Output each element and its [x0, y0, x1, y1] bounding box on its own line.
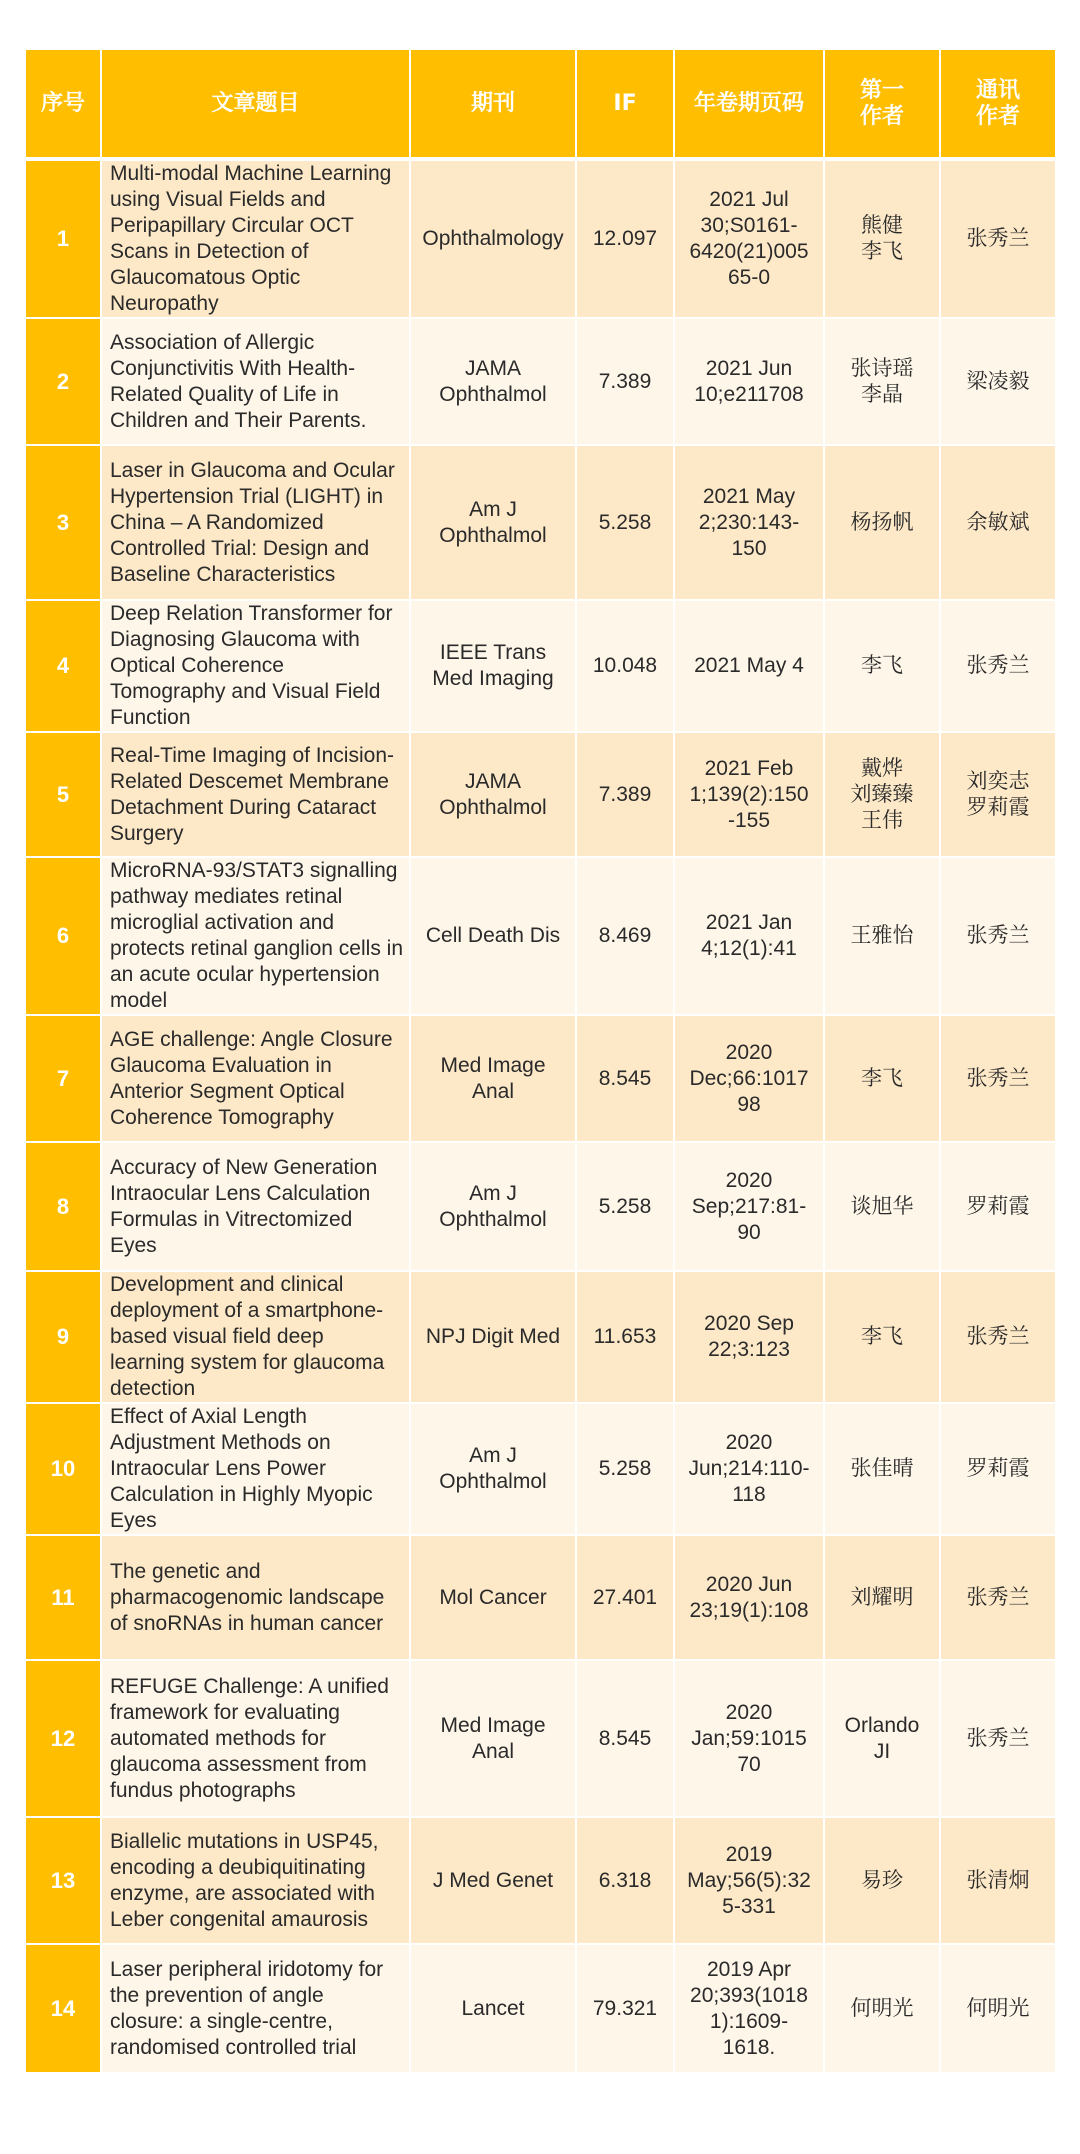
cell-if: 8.469: [577, 858, 675, 1016]
cell-citation: 2021 Jun 10;e211708: [675, 319, 825, 446]
cell-citation: 2021 May 2;230:143- 150: [675, 446, 825, 601]
header-if: IF: [577, 50, 675, 161]
header-corresponding-author: 通讯 作者: [941, 50, 1055, 161]
header-journal: 期刊: [411, 50, 577, 161]
cell-first-author: 张佳晴: [825, 1404, 941, 1536]
cell-title: Real-Time Imaging of Incision-Related Descemet Membrane Detachment During Cataract Surgery: [102, 733, 411, 858]
cell-citation: 2021 Jul 30;S0161- 6420(21)005 65-0: [675, 161, 825, 319]
cell-no: 3: [26, 446, 102, 601]
cell-first-author: 刘耀明: [825, 1536, 941, 1661]
cell-journal: Ophthalmology: [411, 161, 577, 319]
cell-if: 11.653: [577, 1272, 675, 1404]
cell-citation: 2020 Jun 23;19(1):108: [675, 1536, 825, 1661]
cell-corresponding-author: 张秀兰: [941, 1016, 1055, 1143]
cell-if: 8.545: [577, 1016, 675, 1143]
cell-corresponding-author: 何明光: [941, 1945, 1055, 2074]
cell-corresponding-author: 张清炯: [941, 1818, 1055, 1945]
cell-first-author: 张诗瑶 李晶: [825, 319, 941, 446]
table-row: [26, 1272, 1055, 1404]
cell-no: 6: [26, 858, 102, 1016]
cell-title: Multi-modal Machine Learning using Visual Fields and Peripapillary Circular OCT Scans in Detection of Glaucomatous Optic Neuropathy: [102, 161, 411, 319]
cell-journal: Am J Ophthalmol: [411, 1404, 577, 1536]
table-row: [26, 1818, 1055, 1945]
cell-citation: 2021 May 4: [675, 601, 825, 733]
cell-title: The genetic and pharmacogenomic landscape of snoRNAs in human cancer: [102, 1536, 411, 1661]
cell-no: 5: [26, 733, 102, 858]
cell-title: Laser in Glaucoma and Ocular Hypertension Trial (LIGHT) in China – A Randomized Controlled Trial: Design and Baseline Characteristics: [102, 446, 411, 601]
cell-corresponding-author: 张秀兰: [941, 161, 1055, 319]
table-row: [26, 1536, 1055, 1661]
cell-no: 13: [26, 1818, 102, 1945]
table-row: [26, 319, 1055, 446]
cell-title: Development and clinical deployment of a smartphone-based visual field deep learning system for glaucoma detection: [102, 1272, 411, 1404]
cell-title: REFUGE Challenge: A unified framework for evaluating automated methods for glaucoma assessment from fundus photographs: [102, 1661, 411, 1818]
header-citation: 年卷期页码: [675, 50, 825, 161]
cell-title: Accuracy of New Generation Intraocular Lens Calculation Formulas in Vitrectomized Eyes: [102, 1143, 411, 1272]
cell-first-author: 王雅怡: [825, 858, 941, 1016]
cell-if: 79.321: [577, 1945, 675, 2074]
cell-journal: Med Image Anal: [411, 1661, 577, 1818]
cell-if: 5.258: [577, 446, 675, 601]
cell-citation: 2019 Apr 20;393(1018 1):1609- 1618.: [675, 1945, 825, 2074]
cell-journal: Lancet: [411, 1945, 577, 2074]
table-header-row: [26, 50, 1055, 161]
publication-table: [26, 50, 1055, 2074]
cell-no: 10: [26, 1404, 102, 1536]
cell-corresponding-author: 罗莉霞: [941, 1143, 1055, 1272]
cell-corresponding-author: 刘奕志 罗莉霞: [941, 733, 1055, 858]
cell-if: 10.048: [577, 601, 675, 733]
publication-table-wrapper: [26, 50, 1055, 2074]
cell-journal: Am J Ophthalmol: [411, 446, 577, 601]
cell-corresponding-author: 张秀兰: [941, 1536, 1055, 1661]
cell-citation: 2020 Jan;59:1015 70: [675, 1661, 825, 1818]
cell-journal: Cell Death Dis: [411, 858, 577, 1016]
cell-title: Biallelic mutations in USP45, encoding a deubiquitinating enzyme, are associated with Leber congenital amaurosis: [102, 1818, 411, 1945]
cell-if: 6.318: [577, 1818, 675, 1945]
cell-citation: 2020 Jun;214:110- 118: [675, 1404, 825, 1536]
table-body: [26, 161, 1055, 2074]
table-row: [26, 446, 1055, 601]
cell-journal: Med Image Anal: [411, 1016, 577, 1143]
cell-no: 1: [26, 161, 102, 319]
cell-first-author: 熊健 李飞: [825, 161, 941, 319]
cell-first-author: 李飞: [825, 1272, 941, 1404]
cell-corresponding-author: 梁凌毅: [941, 319, 1055, 446]
cell-no: 12: [26, 1661, 102, 1818]
cell-first-author: 谈旭华: [825, 1143, 941, 1272]
cell-title: MicroRNA-93/STAT3 signalling pathway mediates retinal microglial activation and protects retinal ganglion cells in an acute ocular hypertension model: [102, 858, 411, 1016]
cell-journal: NPJ Digit Med: [411, 1272, 577, 1404]
cell-title: Effect of Axial Length Adjustment Methods on Intraocular Lens Power Calculation in Highly Myopic Eyes: [102, 1404, 411, 1536]
cell-no: 11: [26, 1536, 102, 1661]
cell-journal: JAMA Ophthalmol: [411, 319, 577, 446]
cell-first-author: Orlando JI: [825, 1661, 941, 1818]
cell-no: 7: [26, 1016, 102, 1143]
header-no: 序号: [26, 50, 102, 161]
cell-first-author: 戴烨 刘臻臻 王伟: [825, 733, 941, 858]
cell-corresponding-author: 余敏斌: [941, 446, 1055, 601]
cell-first-author: 杨扬帆: [825, 446, 941, 601]
table-row: [26, 1661, 1055, 1818]
cell-title: Deep Relation Transformer for Diagnosing Glaucoma with Optical Coherence Tomography and Visual Field Function: [102, 601, 411, 733]
cell-journal: J Med Genet: [411, 1818, 577, 1945]
cell-citation: 2020 Sep;217:81- 90: [675, 1143, 825, 1272]
cell-if: 12.097: [577, 161, 675, 319]
cell-corresponding-author: 张秀兰: [941, 1661, 1055, 1818]
cell-first-author: 易珍: [825, 1818, 941, 1945]
cell-no: 14: [26, 1945, 102, 2074]
cell-citation: 2020 Sep 22;3:123: [675, 1272, 825, 1404]
cell-if: 8.545: [577, 1661, 675, 1818]
cell-citation: 2021 Jan 4;12(1):41: [675, 858, 825, 1016]
cell-no: 4: [26, 601, 102, 733]
header-title: 文章题目: [102, 50, 411, 161]
cell-citation: 2021 Feb 1;139(2):150 -155: [675, 733, 825, 858]
cell-citation: 2019 May;56(5):32 5-331: [675, 1818, 825, 1945]
cell-title: Laser peripheral iridotomy for the prevention of angle closure: a single-centre, randomised controlled trial: [102, 1945, 411, 2074]
cell-title: Association of Allergic Conjunctivitis With Health-Related Quality of Life in Children and Their Parents.: [102, 319, 411, 446]
table-row: [26, 858, 1055, 1016]
cell-title: AGE challenge: Angle Closure Glaucoma Evaluation in Anterior Segment Optical Coherence Tomography: [102, 1016, 411, 1143]
cell-first-author: 李飞: [825, 601, 941, 733]
cell-corresponding-author: 张秀兰: [941, 1272, 1055, 1404]
cell-no: 2: [26, 319, 102, 446]
cell-journal: JAMA Ophthalmol: [411, 733, 577, 858]
cell-if: 27.401: [577, 1536, 675, 1661]
table-row: [26, 1143, 1055, 1272]
table-row: [26, 733, 1055, 858]
cell-first-author: 李飞: [825, 1016, 941, 1143]
cell-no: 8: [26, 1143, 102, 1272]
header-first-author: 第一 作者: [825, 50, 941, 161]
table-row: [26, 601, 1055, 733]
cell-if: 5.258: [577, 1404, 675, 1536]
cell-journal: Am J Ophthalmol: [411, 1143, 577, 1272]
cell-if: 5.258: [577, 1143, 675, 1272]
table-row: [26, 1016, 1055, 1143]
cell-citation: 2020 Dec;66:1017 98: [675, 1016, 825, 1143]
cell-journal: Mol Cancer: [411, 1536, 577, 1661]
table-row: [26, 1945, 1055, 2074]
table-row: [26, 1404, 1055, 1536]
cell-if: 7.389: [577, 733, 675, 858]
cell-first-author: 何明光: [825, 1945, 941, 2074]
table-row: [26, 161, 1055, 319]
cell-no: 9: [26, 1272, 102, 1404]
cell-corresponding-author: 罗莉霞: [941, 1404, 1055, 1536]
cell-journal: IEEE Trans Med Imaging: [411, 601, 577, 733]
cell-if: 7.389: [577, 319, 675, 446]
cell-corresponding-author: 张秀兰: [941, 601, 1055, 733]
cell-corresponding-author: 张秀兰: [941, 858, 1055, 1016]
